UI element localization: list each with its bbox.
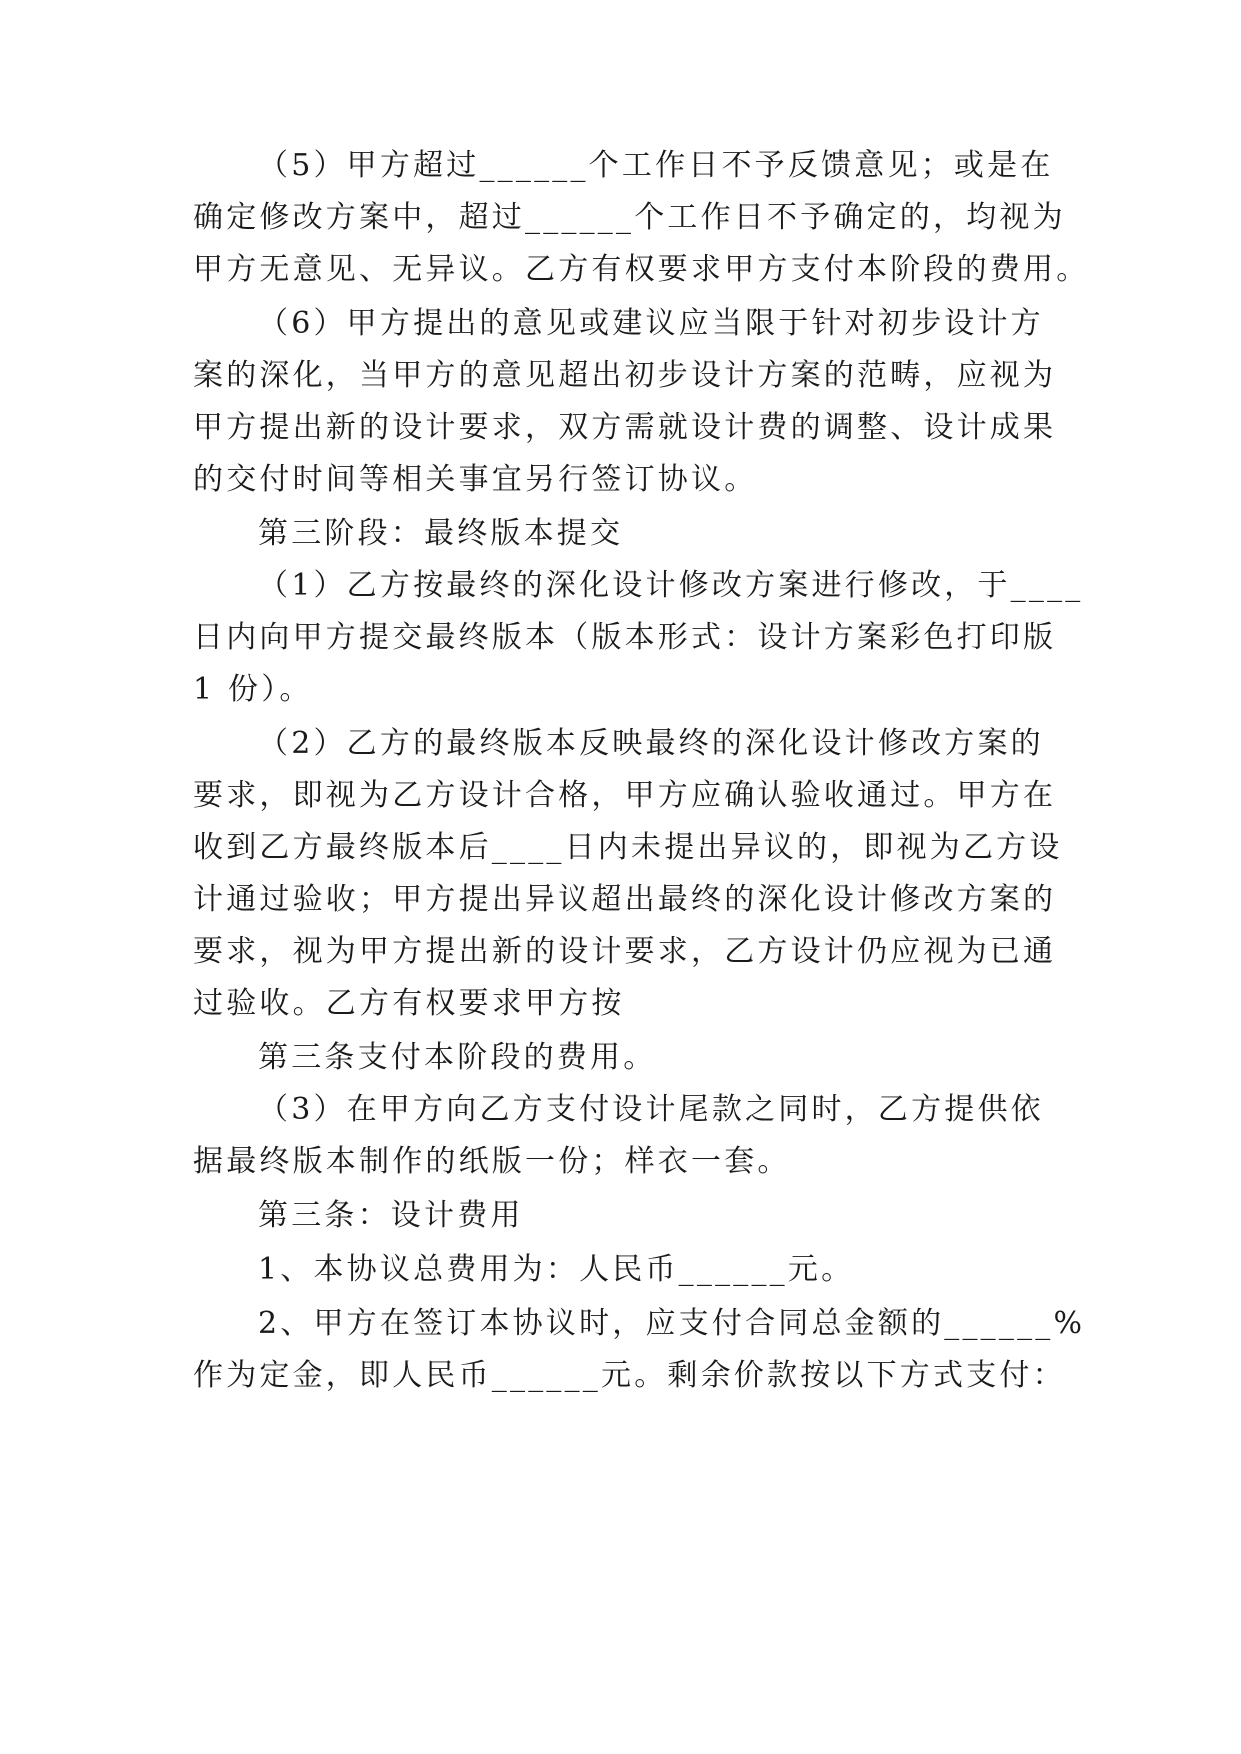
item-2-line-1: （2）乙方的最终版本反映最终的深化设计修改方案的 <box>258 726 1044 761</box>
paragraph-6-line-4: 的交付时间等相关事宜另行签订协议。 <box>193 462 758 497</box>
paragraph-5-line-2: 确定修改方案中，超过______个工作日不予确定的，均视为 <box>193 200 1066 235</box>
item-2-line-2: 要求，即视为乙方设计合格，甲方应确认验收通过。甲方在 <box>193 778 1057 813</box>
fee-item-2-line-2: 作为定金，即人民币______元。剩余价款按以下方式支付： <box>193 1358 1066 1393</box>
fee-item-1: 1、本协议总费用为：人民币______元。 <box>258 1252 855 1287</box>
paragraph-5-line-1: （5）甲方超过______个工作日不予反馈意见；或是在 <box>258 148 1054 183</box>
paragraph-6-line-1: （6）甲方提出的意见或建议应当限于针对初步设计方 <box>258 306 1044 341</box>
fee-item-2-line-1: 2、甲方在签订本协议时，应支付合同总金额的______% <box>258 1306 1086 1341</box>
paragraph-6-line-3: 甲方提出新的设计要求，双方需就设计费的调整、设计成果 <box>193 410 1057 445</box>
article-three-payment-line: 第三条支付本阶段的费用。 <box>258 1040 657 1075</box>
item-3-line-2: 据最终版本制作的纸版一份；样衣一套。 <box>193 1144 791 1179</box>
item-2-line-4: 计通过验收；甲方提出异议超出最终的深化设计修改方案的 <box>193 882 1057 917</box>
item-2-line-6: 过验收。乙方有权要求甲方按 <box>193 986 625 1021</box>
item-1-line-2: 日内向甲方提交最终版本（版本形式：设计方案彩色打印版 <box>193 620 1057 655</box>
stage-three-heading: 第三阶段：最终版本提交 <box>258 516 624 551</box>
item-2-line-3: 收到乙方最终版本后____日内未提出异议的，即视为乙方设 <box>193 830 1063 865</box>
article-three-heading: 第三条：设计费用 <box>258 1198 524 1233</box>
item-1-line-1: （1）乙方按最终的深化设计修改方案进行修改，于____ <box>258 568 1084 603</box>
item-3-line-1: （3）在甲方向乙方支付设计尾款之同时，乙方提供依 <box>258 1092 1044 1127</box>
item-1-line-3: 1 份）。 <box>193 672 313 707</box>
paragraph-6-line-2: 案的深化，当甲方的意见超出初步设计方案的范畴，应视为 <box>193 358 1057 393</box>
paragraph-5-line-3: 甲方无意见、无异议。乙方有权要求甲方支付本阶段的费用。 <box>193 252 1090 287</box>
item-2-line-5: 要求，视为甲方提出新的设计要求，乙方设计仍应视为已通 <box>193 934 1057 969</box>
